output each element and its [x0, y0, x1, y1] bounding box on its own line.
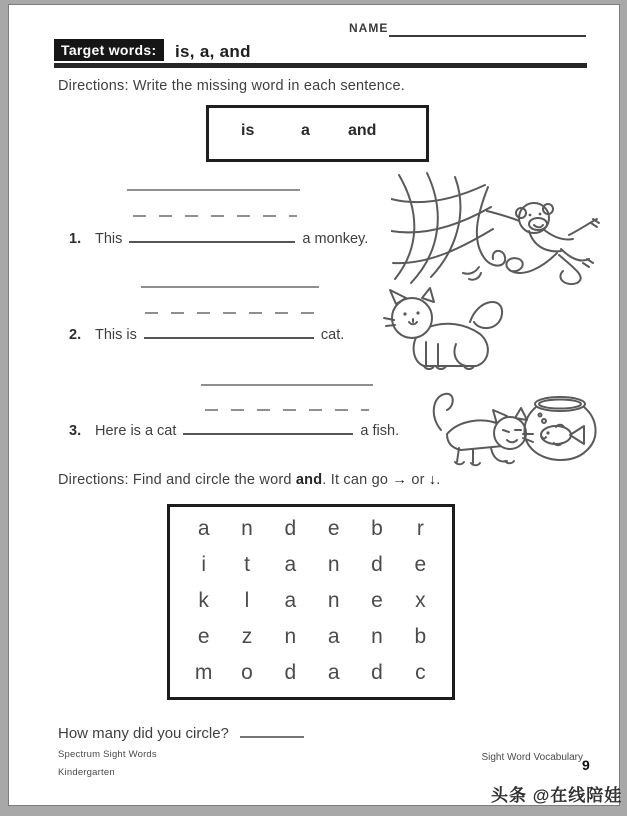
word-search-letter: x: [415, 589, 426, 612]
directions-find-prefix: Directions: Find and circle the word: [58, 472, 296, 488]
fishbowl-image: [514, 391, 606, 465]
watermark-text: 头条 @在线陪娃: [491, 786, 623, 805]
word-search-letter: n: [327, 553, 340, 576]
directions-find: [58, 472, 441, 488]
sentence-1-number: 1.: [69, 231, 82, 247]
word-search-letter: m: [194, 661, 213, 684]
word-bank-word-and: and: [348, 122, 377, 139]
word-search-letter: a: [327, 661, 340, 684]
sentence-1: [69, 227, 368, 247]
word-search-grid: [167, 504, 455, 700]
handwriting-guide-top-1: [127, 189, 300, 191]
word-search-letter: r: [416, 517, 424, 540]
word-bank-box: [206, 105, 429, 162]
directions-find-end: .: [436, 472, 441, 488]
directions-write: Directions: Write the missing word in each sentence.: [58, 78, 406, 94]
monkey-image: [391, 171, 603, 291]
header-rule: [54, 63, 587, 68]
word-search-letter: z: [241, 625, 253, 648]
word-search-letter: e: [197, 625, 210, 648]
how-many-label: How many did you circle?: [58, 725, 229, 742]
arrow-right-icon: →: [392, 472, 408, 488]
word-bank-word-a: a: [301, 122, 310, 139]
sentence-3-answer-blank: [183, 419, 353, 435]
word-search-letter: t: [244, 553, 250, 576]
handwriting-guide-dashed-2: [145, 312, 315, 314]
word-search-letter: e: [371, 589, 383, 612]
word-search-letter: n: [371, 625, 383, 648]
sentence-2-number: 2.: [69, 327, 82, 343]
word-search-letter: a: [284, 553, 297, 576]
arrow-down-icon: ↓: [428, 472, 437, 488]
target-words-value: is, a, and: [175, 42, 251, 61]
directions-find-or: or: [407, 472, 429, 488]
word-search-letter: e: [414, 553, 427, 576]
name-write-line: [389, 35, 586, 37]
sentence-2-after: cat.: [320, 327, 345, 343]
word-search-letter: a: [197, 517, 210, 540]
handwriting-guide-dashed-1: [133, 215, 297, 217]
word-search-letter: b: [371, 517, 383, 540]
word-search-letter: a: [284, 589, 297, 612]
how-many-answer-blank: [240, 723, 304, 738]
sentence-1-after: a monkey.: [302, 231, 369, 247]
sentence-3-after: a fish.: [360, 423, 400, 439]
sentence-3: [69, 419, 399, 439]
name-label: NAME: [349, 21, 389, 35]
word-search-letter: e: [327, 517, 340, 540]
word-search-letter: c: [415, 661, 426, 684]
word-search-letter: d: [284, 517, 297, 540]
word-search-letter: n: [284, 625, 297, 648]
sentence-3-number: 3.: [69, 423, 82, 439]
directions-find-mid: . It can go: [322, 472, 393, 488]
word-search-letter: d: [284, 661, 297, 684]
cat-image: [382, 286, 510, 376]
word-search-letter: n: [241, 517, 253, 540]
word-search-letter: d: [371, 553, 383, 576]
page-number: 9: [582, 757, 590, 773]
word-search-letter: b: [414, 625, 427, 648]
sentence-2-answer-blank: [144, 323, 314, 339]
target-words-label: Target words:: [54, 39, 164, 61]
sentence-1-before: This: [95, 231, 123, 247]
word-bank-word-is: is: [241, 122, 255, 139]
word-search-letter: o: [241, 661, 253, 684]
sentence-3-before: Here is a cat: [95, 423, 177, 439]
footer-grade: Kindergarten: [58, 767, 115, 778]
word-search-letter: n: [327, 589, 340, 612]
sentence-2-before: This is: [95, 327, 137, 343]
footer-series: Spectrum Sight Words: [58, 749, 157, 760]
sentence-2: [69, 323, 344, 343]
word-search-letter: l: [244, 589, 250, 612]
handwriting-guide-top-3: [201, 384, 373, 386]
sentence-1-answer-blank: [129, 227, 295, 243]
word-search-letter: d: [371, 661, 383, 684]
word-search-letter: k: [198, 589, 209, 612]
handwriting-guide-top-2: [141, 286, 319, 288]
worksheet-page: [8, 4, 623, 806]
word-search-letter: a: [327, 625, 340, 648]
word-search-letter: i: [201, 553, 206, 576]
how-many-row: [58, 723, 311, 742]
directions-find-word: and: [295, 472, 323, 488]
handwriting-guide-dashed-3: [205, 409, 369, 411]
footer-right-label: Sight Word Vocabulary: [481, 752, 583, 763]
